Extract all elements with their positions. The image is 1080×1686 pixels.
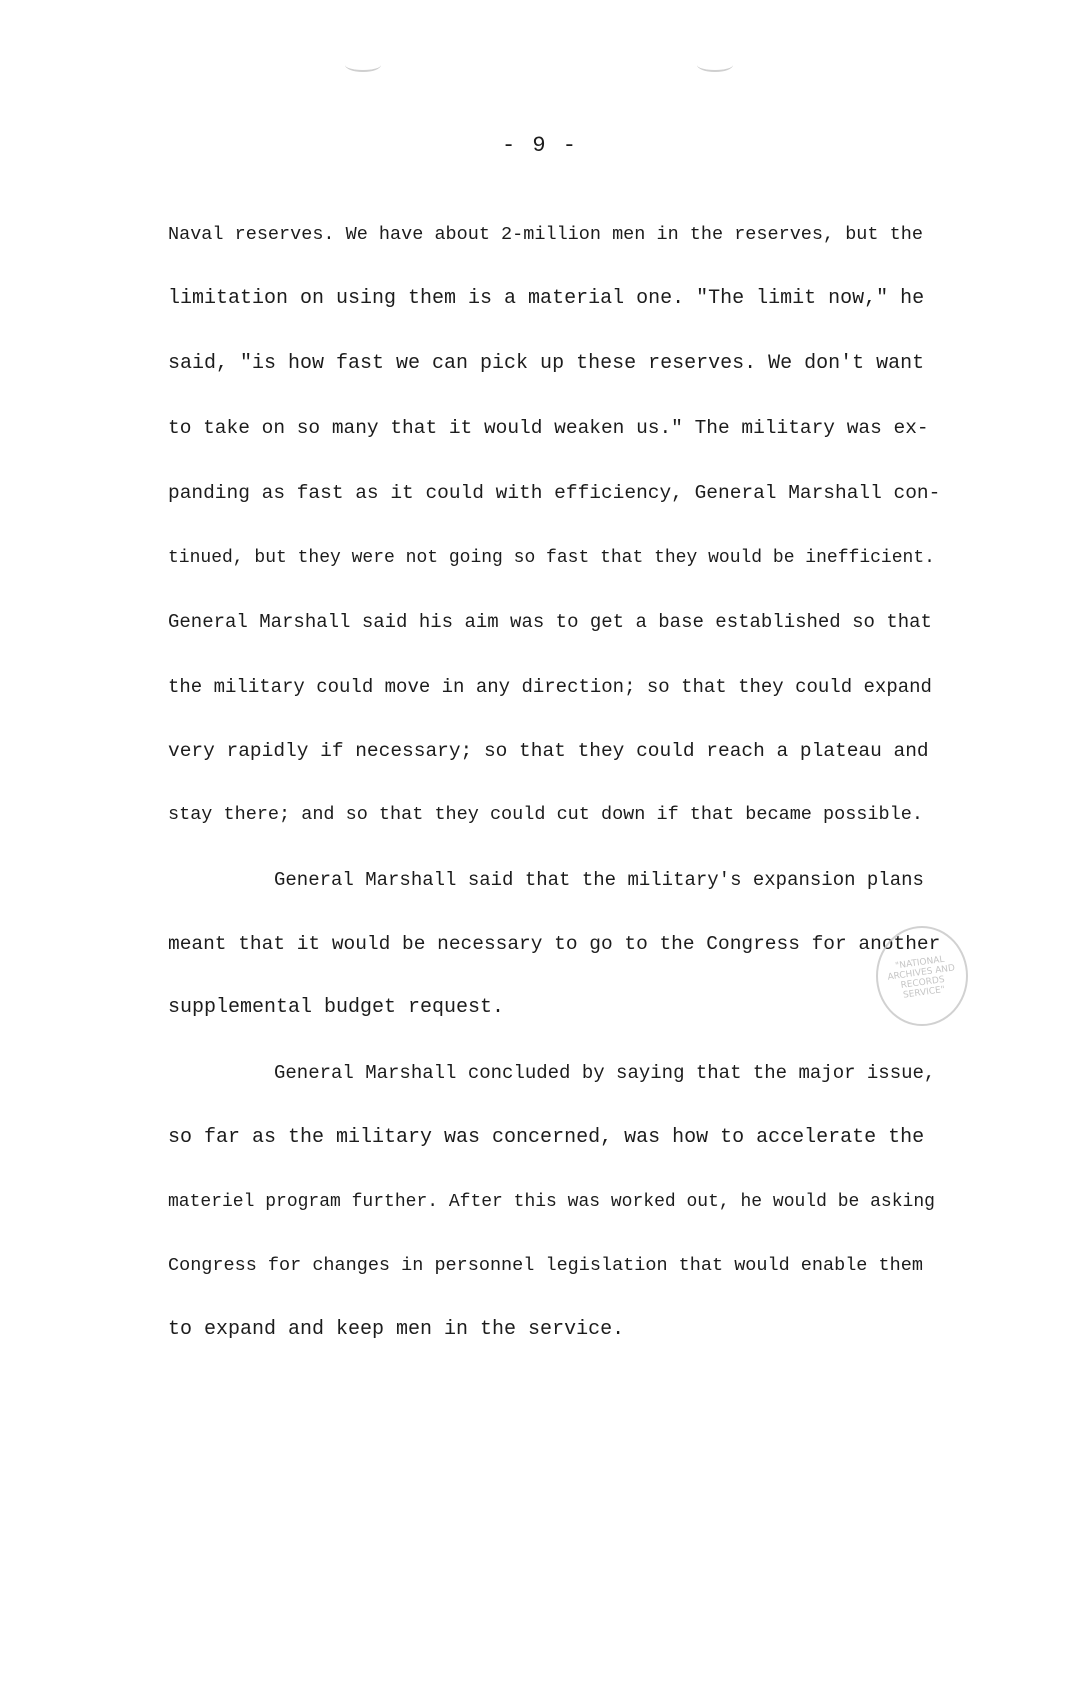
text-line: stay there; and so that they could cut down if that became possible. [168, 804, 923, 825]
text-line: materiel program further. After this was worked out, he would be asking [168, 1192, 935, 1212]
punch-hole-right [697, 58, 733, 72]
text-line: very rapidly if necessary; so that they could reach a plateau and [168, 740, 929, 762]
text-line: to expand and keep men in the service. [168, 1318, 625, 1341]
archive-stamp-text: "NATIONAL ARCHIVES AND RECORDS SERVICE" [886, 954, 956, 1001]
text-line: Naval reserves. We have about 2-million men in the reserves, but the [168, 224, 923, 245]
text-line: the military could move in any direction; so that they could expand [168, 676, 932, 698]
text-line: so far as the military was concerned, was how to accelerate the [168, 1126, 925, 1149]
text-line: General Marshall concluded by saying that the major issue, [274, 1062, 936, 1084]
text-line: General Marshall said that the military's expansion plans [274, 869, 924, 891]
text-line: to take on so many that it would weaken us." The military was ex- [168, 417, 929, 439]
punch-hole-left [345, 58, 381, 72]
text-line: General Marshall said his aim was to get a base established so that [168, 611, 932, 633]
text-line: said, "is how fast we can pick up these reserves. We don't want [168, 352, 925, 375]
text-line: supplemental budget request. [168, 996, 505, 1019]
text-line: panding as fast as it could with efficiency, General Marshall con- [168, 482, 941, 504]
page-number: - 9 - [501, 133, 578, 158]
text-line: Congress for changes in personnel legislation that would enable them [168, 1255, 923, 1276]
text-line: limitation on using them is a material one. "The limit now," he [168, 287, 925, 310]
archive-stamp [876, 926, 968, 1026]
text-line: meant that it would be necessary to go to the Congress for another [168, 933, 941, 955]
text-line: tinued, but they were not going so fast that they would be inefficient. [168, 548, 935, 568]
